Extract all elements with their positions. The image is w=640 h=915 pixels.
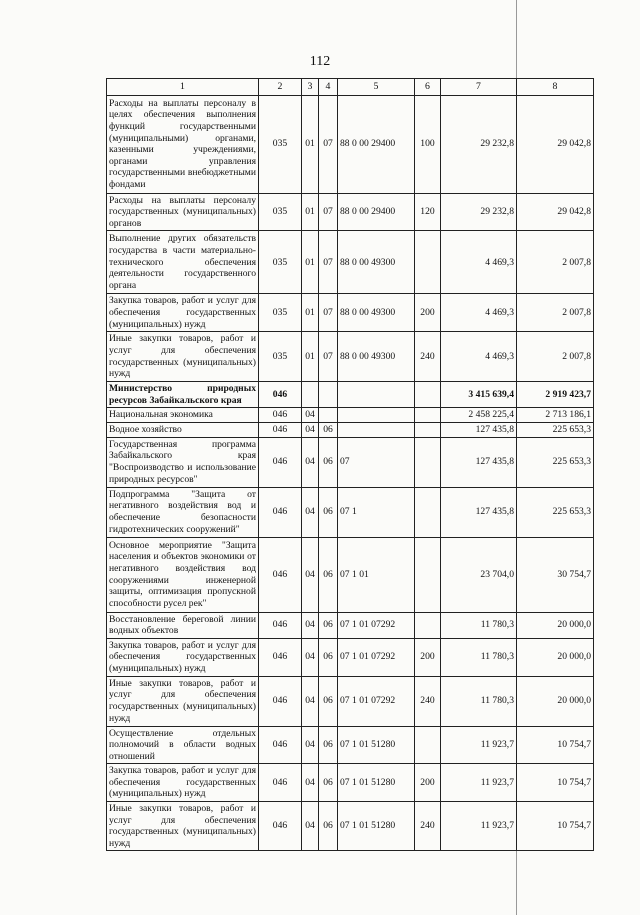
subsection-code: 06 bbox=[319, 764, 338, 802]
subsection-code: 06 bbox=[319, 437, 338, 487]
amount-col8: 2 007,8 bbox=[517, 332, 594, 382]
table-row bbox=[107, 408, 594, 423]
amount-col8: 225 653,3 bbox=[517, 422, 594, 437]
ministry-code: 046 bbox=[259, 437, 302, 487]
row-name: Иные закупки товаров, работ и услуг для обеспечения государственных (муниципальных) нужд bbox=[107, 332, 259, 382]
amount-col7: 127 435,8 bbox=[441, 487, 517, 537]
table-body bbox=[107, 95, 594, 851]
ministry-code: 035 bbox=[259, 231, 302, 294]
column-header: 3 bbox=[302, 79, 319, 96]
expense-type: 120 bbox=[415, 193, 441, 231]
section-code: 01 bbox=[302, 95, 319, 193]
amount-col8: 29 042,8 bbox=[517, 95, 594, 193]
table-row bbox=[107, 95, 594, 193]
target-article: 07 1 01 07292 bbox=[338, 676, 415, 726]
amount-col7: 29 232,8 bbox=[441, 95, 517, 193]
amount-col7: 4 469,3 bbox=[441, 231, 517, 294]
subsection-code: 06 bbox=[319, 726, 338, 764]
expense-type bbox=[415, 437, 441, 487]
subsection-code: 06 bbox=[319, 676, 338, 726]
ministry-code: 046 bbox=[259, 422, 302, 437]
ministry-code: 046 bbox=[259, 487, 302, 537]
amount-col8: 29 042,8 bbox=[517, 193, 594, 231]
amount-col7: 29 232,8 bbox=[441, 193, 517, 231]
section-code: 04 bbox=[302, 802, 319, 851]
target-article bbox=[338, 408, 415, 423]
amount-col8: 2 713 186,1 bbox=[517, 408, 594, 423]
table-row bbox=[107, 764, 594, 802]
table-row bbox=[107, 726, 594, 764]
target-article: 07 1 01 51280 bbox=[338, 726, 415, 764]
target-article bbox=[338, 422, 415, 437]
ministry-code: 046 bbox=[259, 382, 302, 408]
expense-type: 200 bbox=[415, 764, 441, 802]
amount-col7: 4 469,3 bbox=[441, 332, 517, 382]
row-name: Выполнение других обязательств государства в части материально-технического обеспечения деятельности государственного органа bbox=[107, 231, 259, 294]
table-row bbox=[107, 487, 594, 537]
amount-col8: 10 754,7 bbox=[517, 764, 594, 802]
target-article: 07 1 01 51280 bbox=[338, 764, 415, 802]
subsection-code bbox=[319, 408, 338, 423]
ministry-code: 046 bbox=[259, 612, 302, 638]
amount-col8: 225 653,3 bbox=[517, 437, 594, 487]
column-header: 2 bbox=[259, 79, 302, 96]
row-name: Государственная программа Забайкальского края "Воспроизводство и использование природных ресурсов" bbox=[107, 437, 259, 487]
ministry-code: 046 bbox=[259, 764, 302, 802]
ministry-code: 046 bbox=[259, 726, 302, 764]
section-code: 04 bbox=[302, 612, 319, 638]
amount-col8: 10 754,7 bbox=[517, 802, 594, 851]
row-name: Подпрограмма "Защита от негативного воздействия вод и обеспечение безопасности гидротехнических сооружений" bbox=[107, 487, 259, 537]
table-row bbox=[107, 332, 594, 382]
table-row bbox=[107, 294, 594, 332]
target-article: 88 0 00 29400 bbox=[338, 193, 415, 231]
subsection-code bbox=[319, 382, 338, 408]
ministry-code: 035 bbox=[259, 95, 302, 193]
column-header: 1 bbox=[107, 79, 259, 96]
expense-type bbox=[415, 537, 441, 612]
section-code: 04 bbox=[302, 408, 319, 423]
amount-col7: 11 780,3 bbox=[441, 612, 517, 638]
row-name: Водное хозяйство bbox=[107, 422, 259, 437]
page-number: 112 bbox=[309, 54, 331, 69]
ministry-code: 046 bbox=[259, 802, 302, 851]
amount-col7: 11 923,7 bbox=[441, 726, 517, 764]
row-name: Расходы на выплаты персоналу государственных (муниципальных) органов bbox=[107, 193, 259, 231]
amount-col7: 23 704,0 bbox=[441, 537, 517, 612]
target-article: 07 1 01 07292 bbox=[338, 638, 415, 676]
expense-type: 240 bbox=[415, 332, 441, 382]
expense-type bbox=[415, 422, 441, 437]
ministry-code: 046 bbox=[259, 537, 302, 612]
expense-type: 240 bbox=[415, 676, 441, 726]
section-code: 04 bbox=[302, 537, 319, 612]
amount-col8: 30 754,7 bbox=[517, 537, 594, 612]
section-code: 04 bbox=[302, 437, 319, 487]
section-code: 04 bbox=[302, 638, 319, 676]
section-code: 04 bbox=[302, 487, 319, 537]
budget-table bbox=[106, 78, 594, 851]
table-row bbox=[107, 537, 594, 612]
expense-type: 200 bbox=[415, 294, 441, 332]
subsection-code: 07 bbox=[319, 294, 338, 332]
subsection-code: 06 bbox=[319, 612, 338, 638]
table-row bbox=[107, 437, 594, 487]
section-code: 01 bbox=[302, 231, 319, 294]
section-code bbox=[302, 382, 319, 408]
amount-col8: 20 000,0 bbox=[517, 676, 594, 726]
amount-col7: 4 469,3 bbox=[441, 294, 517, 332]
subsection-code: 06 bbox=[319, 638, 338, 676]
target-article: 88 0 00 29400 bbox=[338, 95, 415, 193]
amount-col8: 2 007,8 bbox=[517, 294, 594, 332]
target-article: 88 0 00 49300 bbox=[338, 294, 415, 332]
amount-col8: 10 754,7 bbox=[517, 726, 594, 764]
ministry-code: 035 bbox=[259, 193, 302, 231]
column-header: 5 bbox=[338, 79, 415, 96]
section-code: 04 bbox=[302, 764, 319, 802]
table-row bbox=[107, 638, 594, 676]
expense-type: 100 bbox=[415, 95, 441, 193]
column-header: 6 bbox=[415, 79, 441, 96]
target-article: 07 bbox=[338, 437, 415, 487]
row-name: Осуществление отдельных полномочий в области водных отношений bbox=[107, 726, 259, 764]
section-code: 01 bbox=[302, 332, 319, 382]
row-name: Иные закупки товаров, работ и услуг для обеспечения государственных (муниципальных) нужд bbox=[107, 802, 259, 851]
row-name: Закупка товаров, работ и услуг для обеспечения государственных (муниципальных) нужд bbox=[107, 294, 259, 332]
target-article: 07 1 bbox=[338, 487, 415, 537]
subsection-code: 06 bbox=[319, 487, 338, 537]
subsection-code: 07 bbox=[319, 231, 338, 294]
target-article: 07 1 01 51280 bbox=[338, 802, 415, 851]
ministry-code: 046 bbox=[259, 408, 302, 423]
target-article: 88 0 00 49300 bbox=[338, 231, 415, 294]
row-name: Расходы на выплаты персоналу в целях обеспечения выполнения функций государственными (муниципальными) органами, казенными учреждениями, органами управления государственными внебюджетными фондами bbox=[107, 95, 259, 193]
amount-col7: 127 435,8 bbox=[441, 422, 517, 437]
table-row bbox=[107, 612, 594, 638]
expense-type bbox=[415, 612, 441, 638]
expense-type bbox=[415, 231, 441, 294]
row-name: Иные закупки товаров, работ и услуг для обеспечения государственных (муниципальных) нужд bbox=[107, 676, 259, 726]
subsection-code: 07 bbox=[319, 193, 338, 231]
row-name: Национальная экономика bbox=[107, 408, 259, 423]
expense-type bbox=[415, 726, 441, 764]
amount-col7: 127 435,8 bbox=[441, 437, 517, 487]
expense-type: 240 bbox=[415, 802, 441, 851]
table-row bbox=[107, 422, 594, 437]
section-code: 01 bbox=[302, 294, 319, 332]
table-row bbox=[107, 193, 594, 231]
amount-col7: 11 923,7 bbox=[441, 764, 517, 802]
section-code: 04 bbox=[302, 422, 319, 437]
ministry-code: 046 bbox=[259, 676, 302, 726]
amount-col8: 2 919 423,7 bbox=[517, 382, 594, 408]
subsection-code: 07 bbox=[319, 95, 338, 193]
table-row bbox=[107, 231, 594, 294]
column-header: 7 bbox=[441, 79, 517, 96]
row-name: Восстановление береговой линии водных объектов bbox=[107, 612, 259, 638]
amount-col8: 2 007,8 bbox=[517, 231, 594, 294]
amount-col7: 11 780,3 bbox=[441, 638, 517, 676]
table-row bbox=[107, 382, 594, 408]
header-row bbox=[107, 79, 594, 96]
subsection-code: 06 bbox=[319, 802, 338, 851]
amount-col7: 11 923,7 bbox=[441, 802, 517, 851]
amount-col8: 20 000,0 bbox=[517, 638, 594, 676]
column-header: 8 bbox=[517, 79, 594, 96]
target-article: 07 1 01 07292 bbox=[338, 612, 415, 638]
expense-type bbox=[415, 408, 441, 423]
expense-type bbox=[415, 487, 441, 537]
row-name: Закупка товаров, работ и услуг для обеспечения государственных (муниципальных) нужд bbox=[107, 764, 259, 802]
amount-col8: 225 653,3 bbox=[517, 487, 594, 537]
expense-type: 200 bbox=[415, 638, 441, 676]
table-row bbox=[107, 802, 594, 851]
row-name: Закупка товаров, работ и услуг для обеспечения государственных (муниципальных) нужд bbox=[107, 638, 259, 676]
target-article bbox=[338, 382, 415, 408]
target-article: 07 1 01 bbox=[338, 537, 415, 612]
row-name: Основное мероприятие "Защита населения и объектов экономики от негативного воздействия вод сооружениями инженерной защиты, оптимизация пропускной способности русел рек" bbox=[107, 537, 259, 612]
ministry-code: 035 bbox=[259, 294, 302, 332]
ministry-code: 035 bbox=[259, 332, 302, 382]
ministry-code: 046 bbox=[259, 638, 302, 676]
section-code: 01 bbox=[302, 193, 319, 231]
subsection-code: 06 bbox=[319, 537, 338, 612]
expense-type bbox=[415, 382, 441, 408]
amount-col8: 20 000,0 bbox=[517, 612, 594, 638]
subsection-code: 06 bbox=[319, 422, 338, 437]
section-code: 04 bbox=[302, 726, 319, 764]
amount-col7: 3 415 639,4 bbox=[441, 382, 517, 408]
row-name: Министерство природных ресурсов Забайкальского края bbox=[107, 382, 259, 408]
amount-col7: 11 780,3 bbox=[441, 676, 517, 726]
column-header: 4 bbox=[319, 79, 338, 96]
subsection-code: 07 bbox=[319, 332, 338, 382]
target-article: 88 0 00 49300 bbox=[338, 332, 415, 382]
section-code: 04 bbox=[302, 676, 319, 726]
table-row bbox=[107, 676, 594, 726]
amount-col7: 2 458 225,4 bbox=[441, 408, 517, 423]
